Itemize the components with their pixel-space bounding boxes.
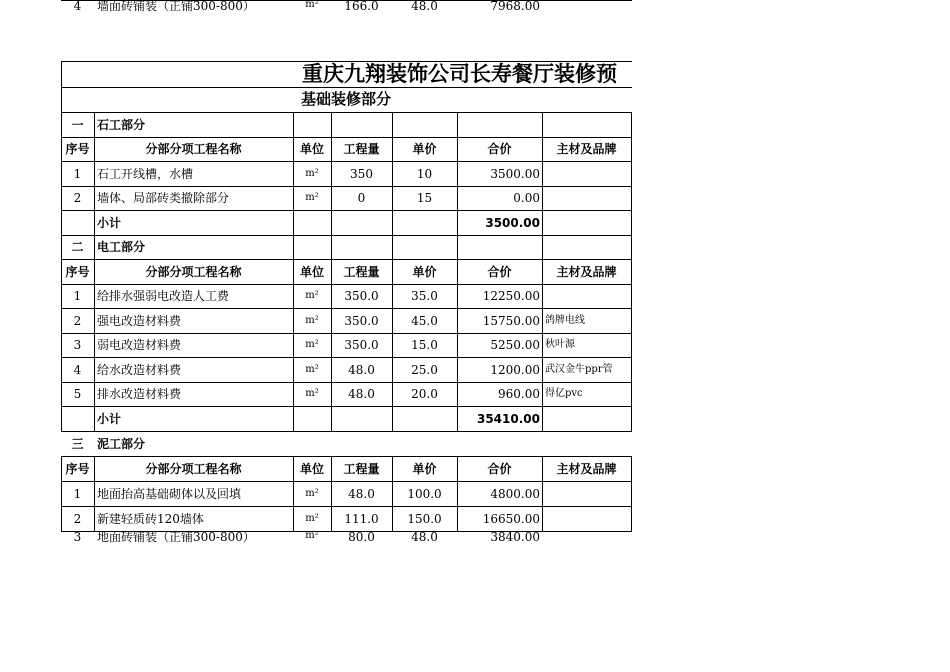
col-header: 工程量 [343,264,380,279]
row-brand: 秋叶源 [545,339,575,350]
grid-line [631,357,632,383]
grid-line [293,112,294,138]
grid-line [392,235,393,260]
col-header: 分部分项工程名称 [145,461,242,476]
row-unit: m² [305,487,319,499]
row-total: 5250.00 [490,338,540,352]
row-unit: m² [305,0,319,10]
row-name: 地面抬高基础砌体以及回填 [97,486,242,501]
grid-line [631,506,632,532]
col-header: 单价 [412,142,437,156]
row-qty: 111.0 [344,511,379,526]
grid-line [542,235,543,260]
col-header: 合价 [487,461,512,476]
sheet-title: 重庆九翔装饰公司长寿餐厅装修预 [302,61,617,86]
subtotal-label: 小计 [97,411,122,426]
grid-line [457,112,458,138]
grid-line [293,235,294,260]
row-unit: m² [305,290,319,301]
row-total: 16650.00 [482,511,540,526]
row-total: 1200.00 [490,362,540,377]
row-price: 45.0 [411,313,438,328]
col-header: 单位 [299,142,324,156]
grid-line [631,382,632,407]
grid-line [631,210,632,236]
row-seq: 3 [73,531,82,543]
row-total: 4800.00 [490,486,540,501]
grid-line [631,308,632,334]
row-total: 960.00 [498,387,540,401]
grid-line [331,210,332,236]
grid-line [631,333,632,358]
row-brand [542,506,631,531]
col-header: 分部分项工程名称 [145,264,242,279]
subtotal-value: 35410.00 [476,411,540,426]
row-unit: m² [305,512,319,524]
row-unit: m² [305,314,319,326]
section-label: 电工部分 [97,240,146,254]
grid-line [631,112,632,138]
row-price: 15.0 [411,338,438,352]
row-name: 排水改造材料费 [97,387,182,401]
row-qty: 166.0 [344,0,379,12]
row-seq: 2 [73,191,82,205]
row-brand: 鸽牌电线 [545,314,585,326]
grid-line [293,210,294,236]
grid-line [331,235,332,260]
grid-line [631,456,632,482]
grid-line [331,406,332,432]
row-brand [542,161,631,186]
row-total: 12250.00 [482,289,540,303]
section-number: 三 [71,436,84,451]
grid-line [61,406,62,432]
col-header: 单位 [299,264,324,279]
grid-line [392,210,393,236]
section-number: 二 [71,240,84,254]
row-unit: m² [305,339,319,350]
row-total: 0.00 [513,191,540,205]
section-label: 石工部分 [97,117,146,132]
row-seq: 2 [73,511,82,526]
row-unit: m² [305,388,319,399]
subtotal-label: 小计 [97,215,122,230]
grid-line [631,481,632,507]
col-header: 分部分项工程名称 [145,142,242,156]
col-header: 工程量 [343,142,380,156]
row-brand [542,284,631,308]
row-total: 3840.00 [490,531,540,543]
row-brand: 得亿pvc [545,388,583,399]
grid-line [631,137,632,162]
row-seq: 5 [73,387,82,401]
row-total: 3500.00 [490,166,540,181]
row-price: 20.0 [411,387,438,401]
section-number: 一 [71,117,84,132]
col-header: 合价 [487,264,512,279]
row-unit: m² [305,167,319,179]
grid-line [631,284,632,309]
row-price: 100.0 [407,486,442,501]
row-qty: 0 [357,191,366,205]
col-header: 主材及品牌 [556,142,617,156]
grid-line [631,406,632,432]
row-name: 弱电改造材料费 [97,338,182,352]
row-seq: 1 [73,166,82,181]
subtotal-value: 3500.00 [485,215,540,230]
row-seq: 1 [73,289,82,303]
col-header: 单价 [412,264,437,279]
row-price: 35.0 [411,289,438,303]
row-seq: 2 [73,313,82,328]
row-name: 给排水强弱电改造人工费 [97,289,230,303]
row-qty: 350.0 [344,338,379,352]
section-heading: 基础装修部分 [300,90,391,108]
row-brand: 武汉金牛ppr管 [545,363,613,375]
col-header: 序号 [65,142,90,156]
row-qty: 350 [350,166,373,181]
row-seq: 4 [73,362,82,377]
section-label: 泥工部分 [97,436,146,451]
row-qty: 48.0 [348,362,375,377]
row-qty: 48.0 [348,387,375,401]
row-price: 25.0 [411,362,438,377]
row-name: 墙体、局部砖类撤除部分 [97,191,230,205]
grid-line [457,235,458,260]
grid-line [293,406,294,432]
grid-line [61,210,62,236]
col-header: 主材及品牌 [556,461,617,476]
row-name: 给水改造材料费 [97,362,182,377]
row-price: 15 [416,191,433,205]
grid-line [542,406,543,432]
col-header: 主材及品牌 [556,264,617,279]
row-qty: 350.0 [344,313,379,328]
row-brand [542,481,631,506]
col-header: 工程量 [343,461,380,476]
row-price: 48.0 [411,531,438,543]
row-qty: 48.0 [348,486,375,501]
grid-line [392,112,393,138]
grid-line [631,186,632,211]
grid-line [542,112,543,138]
row-seq: 1 [73,486,82,501]
row-unit: m² [305,192,319,203]
row-unit: m² [305,363,319,375]
row-price: 10 [416,166,433,181]
col-header: 序号 [65,461,90,476]
row-price: 48.0 [411,0,438,12]
grid-line [331,112,332,138]
grid-line [631,161,632,187]
grid-line [631,259,632,285]
row-price: 150.0 [407,511,442,526]
row-total: 7968.00 [490,0,540,12]
row-seq: 3 [73,338,82,352]
col-header: 序号 [65,264,90,279]
row-name: 墙面砖铺装（正铺300-800） [97,0,255,12]
row-unit: m² [305,531,319,541]
grid-line [392,406,393,432]
row-seq: 4 [73,0,82,12]
row-qty: 350.0 [344,289,379,303]
row-total: 15750.00 [482,313,540,328]
row-qty: 80.0 [348,531,375,543]
row-brand [542,186,631,210]
grid-line [542,210,543,236]
grid-line [631,235,632,260]
row-name: 地面砖铺装（正铺300-800） [97,531,255,543]
row-name: 石工开线槽，水槽 [97,166,194,181]
row-name: 强电改造材料费 [97,313,182,328]
col-header: 单价 [412,461,437,476]
col-header: 合价 [487,142,512,156]
col-header: 单位 [299,461,324,476]
row-name: 新建轻质砖120墙体 [97,511,204,526]
